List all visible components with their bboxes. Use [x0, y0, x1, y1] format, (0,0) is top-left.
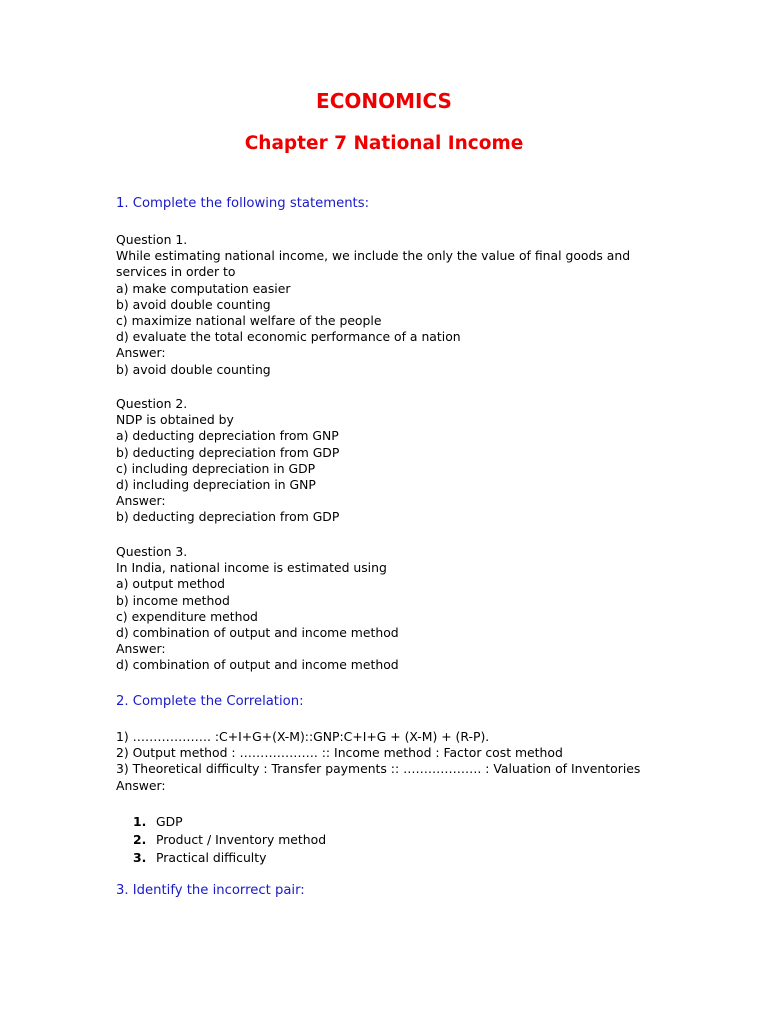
list-text: Product / Inventory method: [156, 832, 327, 847]
option-c: c) maximize national welfare of the people: [116, 313, 382, 329]
list-item: [116, 813, 326, 831]
option-c: c) expenditure method: [116, 608, 258, 624]
answer-text: b) avoid double counting: [116, 361, 271, 377]
list-item: [116, 849, 326, 867]
list-number: 1.: [133, 814, 147, 829]
option-b: b) deducting depreciation from GDP: [116, 444, 340, 460]
question-text: In India, national income is estimated using: [116, 560, 387, 576]
question-label: Question 2.: [116, 396, 188, 411]
list-number: 3.: [133, 850, 147, 865]
question-3: [116, 544, 676, 674]
question-label: Question 3.: [116, 544, 188, 559]
list-text: GDP: [156, 814, 183, 829]
option-a: a) make computation easier: [116, 280, 291, 296]
option-d: d) evaluate the total economic performance of a nation: [116, 329, 461, 345]
section-3-heading: 3. Identify the incorrect pair:: [116, 883, 305, 898]
answer-label: Answer:: [116, 345, 166, 361]
answer-label: Answer:: [116, 641, 166, 657]
answer-label: Answer:: [116, 777, 166, 793]
answer-text: d) combination of output and income method: [116, 657, 399, 673]
correlation-items: [116, 729, 676, 794]
option-a: a) output method: [116, 576, 226, 592]
option-b: b) avoid double counting: [116, 296, 271, 312]
question-2: [116, 396, 676, 526]
answer-text: b) deducting depreciation from GDP: [116, 509, 340, 525]
question-text: NDP is obtained by: [116, 412, 234, 428]
question-text: While estimating national income, we include the only the value of final goods and services in order to: [116, 248, 631, 280]
section-1-heading: 1. Complete the following statements:: [116, 196, 370, 211]
option-c: c) including depreciation in GDP: [116, 460, 316, 476]
list-number: 2.: [133, 832, 147, 847]
list-item: [116, 831, 326, 849]
correlation-item-2: 2) Output method : ………………. :: Income method : Factor cost method: [116, 745, 563, 761]
chapter-title: Chapter 7 National Income: [244, 133, 524, 154]
list-text: Practical difficulty: [156, 850, 267, 865]
question-1: [116, 232, 676, 378]
correlation-answers: [116, 813, 326, 867]
correlation-item-3: 3) Theoretical difficulty : Transfer payments :: ………………. : Valuation of Inventories: [116, 761, 641, 777]
section-2-heading: 2. Complete the Correlation:: [116, 694, 304, 709]
answer-label: Answer:: [116, 493, 166, 509]
option-d: d) combination of output and income method: [116, 625, 399, 641]
correlation-item-1: 1) ………………. :C+I+G+(X-M)::GNP:C+I+G + (X-M) + (R-P).: [116, 729, 490, 744]
option-a: a) deducting depreciation from GNP: [116, 428, 339, 444]
question-label: Question 1.: [116, 232, 188, 247]
option-b: b) income method: [116, 592, 230, 608]
page-title: ECONOMICS: [316, 89, 452, 113]
option-d: d) including depreciation in GNP: [116, 477, 316, 493]
